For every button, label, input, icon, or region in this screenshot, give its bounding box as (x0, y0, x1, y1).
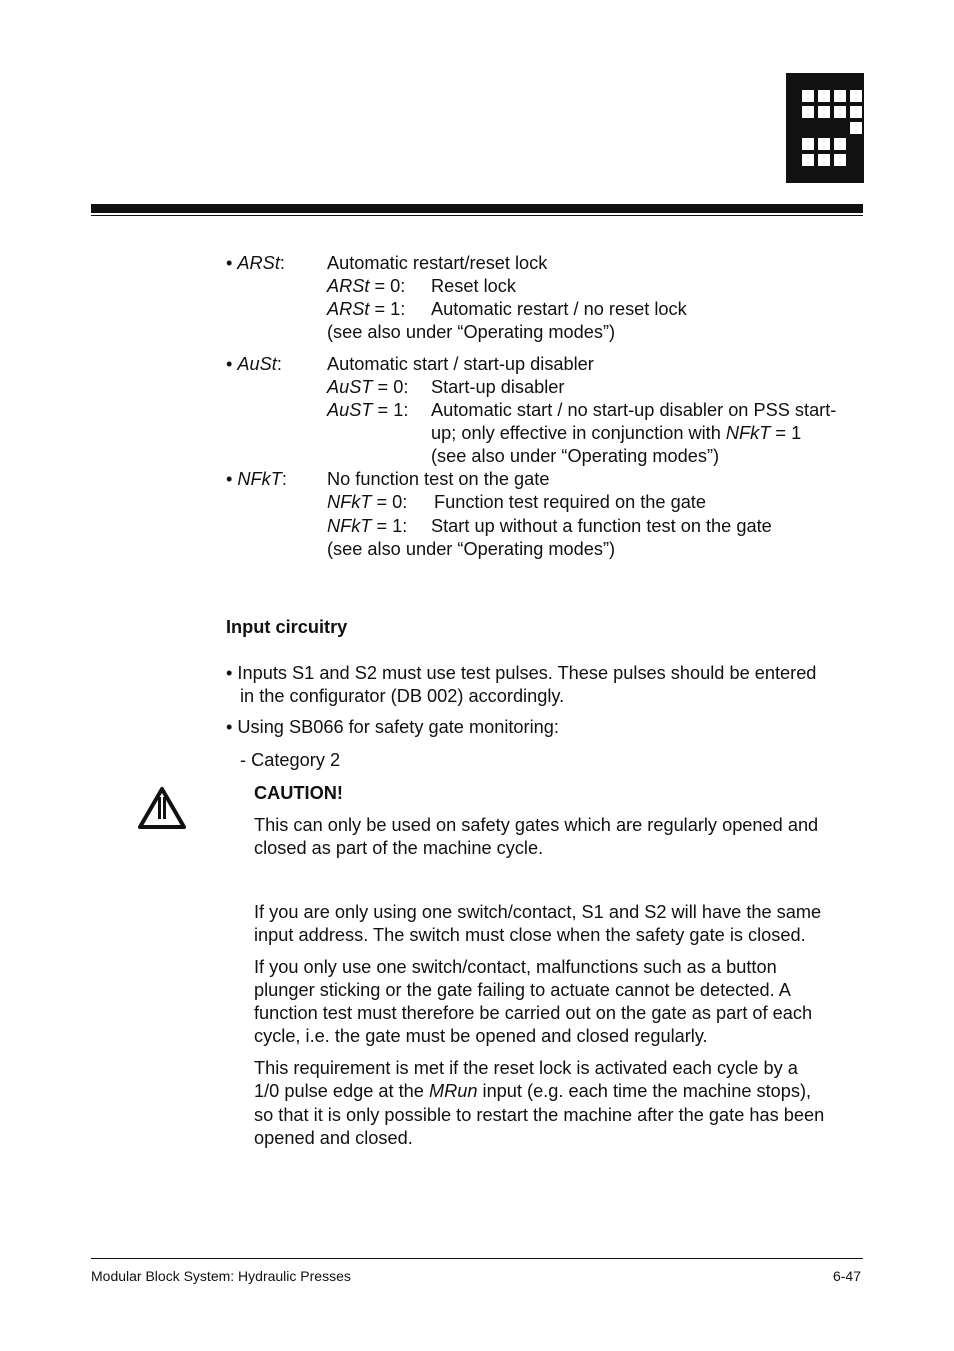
para2-line1: If you only use one switch/contact, malfunctions such as a button (254, 957, 777, 977)
para1-line2: input address. The switch must close when the safety gate is closed. (254, 925, 806, 945)
option-aust-setting-0: AuST = 0: (327, 377, 409, 397)
option-arst-note: (see also under “Operating modes”) (327, 322, 616, 342)
para3-line1: This requirement is met if the reset lock is activated each cycle by a (254, 1058, 798, 1078)
para3-line3: so that it is only possible to restart the machine after the gate has been (254, 1105, 825, 1125)
option-nfkt-setting-0: NFkT = 0: (327, 492, 408, 512)
page-number: 6-47 (832, 1268, 861, 1284)
caution-text-line2: closed as part of the machine cycle. (254, 838, 544, 858)
option-arst-setting-0: ARSt = 0: (327, 276, 406, 296)
category-item: - Category 2 (240, 750, 341, 770)
para1-line1: If you are only using one switch/contact, S1 and S2 will have the same (254, 902, 822, 922)
option-nfkt-note: (see also under “Operating modes”) (327, 539, 616, 559)
option-aust-setting-1-desc-line2: up; only effective in conjunction with NFkT = 1 (431, 423, 802, 443)
option-nfkt-setting-1: NFkT = 1: (327, 516, 408, 536)
option-aust-setting-1-desc-line3: (see also under “Operating modes”) (431, 446, 720, 466)
para2-line3: function test must therefore be carried out on the gate as part of each (254, 1003, 813, 1023)
option-aust-setting-1-desc: Automatic start / no start-up disabler on PSS start- (431, 400, 837, 420)
option-aust-setting-0-desc: Start-up disabler (431, 377, 565, 397)
option-arst-setting-1: ARSt = 1: (327, 299, 406, 319)
option-nfkt-setting-1-desc: Start up without a function test on the gate (431, 516, 772, 536)
warning-icon (137, 786, 187, 830)
option-nfkt-label: • NFkT: (226, 469, 287, 489)
option-arst-setting-1-desc: Automatic restart / no reset lock (431, 299, 687, 319)
bullet-test-pulses: • Inputs S1 and S2 must use test pulses. These pulses should be entered (226, 663, 817, 683)
option-arst-title: Automatic restart/reset lock (327, 253, 548, 273)
option-nfkt-setting-0-desc: Function test required on the gate (434, 492, 706, 512)
header-rule (91, 204, 863, 213)
bullet-sb066: • Using SB066 for safety gate monitoring: (226, 717, 559, 737)
para2-line2: plunger sticking or the gate failing to actuate cannot be detected. A (254, 980, 791, 1000)
caution-text-line1: This can only be used on safety gates which are regularly opened and (254, 815, 819, 835)
option-aust-setting-1: AuST = 1: (327, 400, 409, 420)
para3-line2: 1/0 pulse edge at the MRun input (e.g. each time the machine stops), (254, 1081, 812, 1101)
para3-line4: opened and closed. (254, 1128, 413, 1148)
header-rule-thin (91, 215, 863, 216)
option-aust-title: Automatic start / start-up disabler (327, 354, 594, 374)
option-nfkt-title: No function test on the gate (327, 469, 550, 489)
section-heading: Input circuitry (226, 617, 348, 637)
option-aust-label: • AuSt: (226, 354, 282, 374)
company-logo-icon (786, 73, 864, 183)
footer-title: Modular Block System: Hydraulic Presses (91, 1268, 351, 1284)
para2-line4: cycle, i.e. the gate must be opened and closed regularly. (254, 1026, 708, 1046)
option-arst-setting-0-desc: Reset lock (431, 276, 516, 296)
option-arst-label: • ARSt: (226, 253, 285, 273)
caution-label: CAUTION! (254, 783, 343, 803)
footer-rule (91, 1258, 863, 1259)
bullet-test-pulses-line2: in the configurator (DB 002) accordingly. (240, 686, 565, 706)
